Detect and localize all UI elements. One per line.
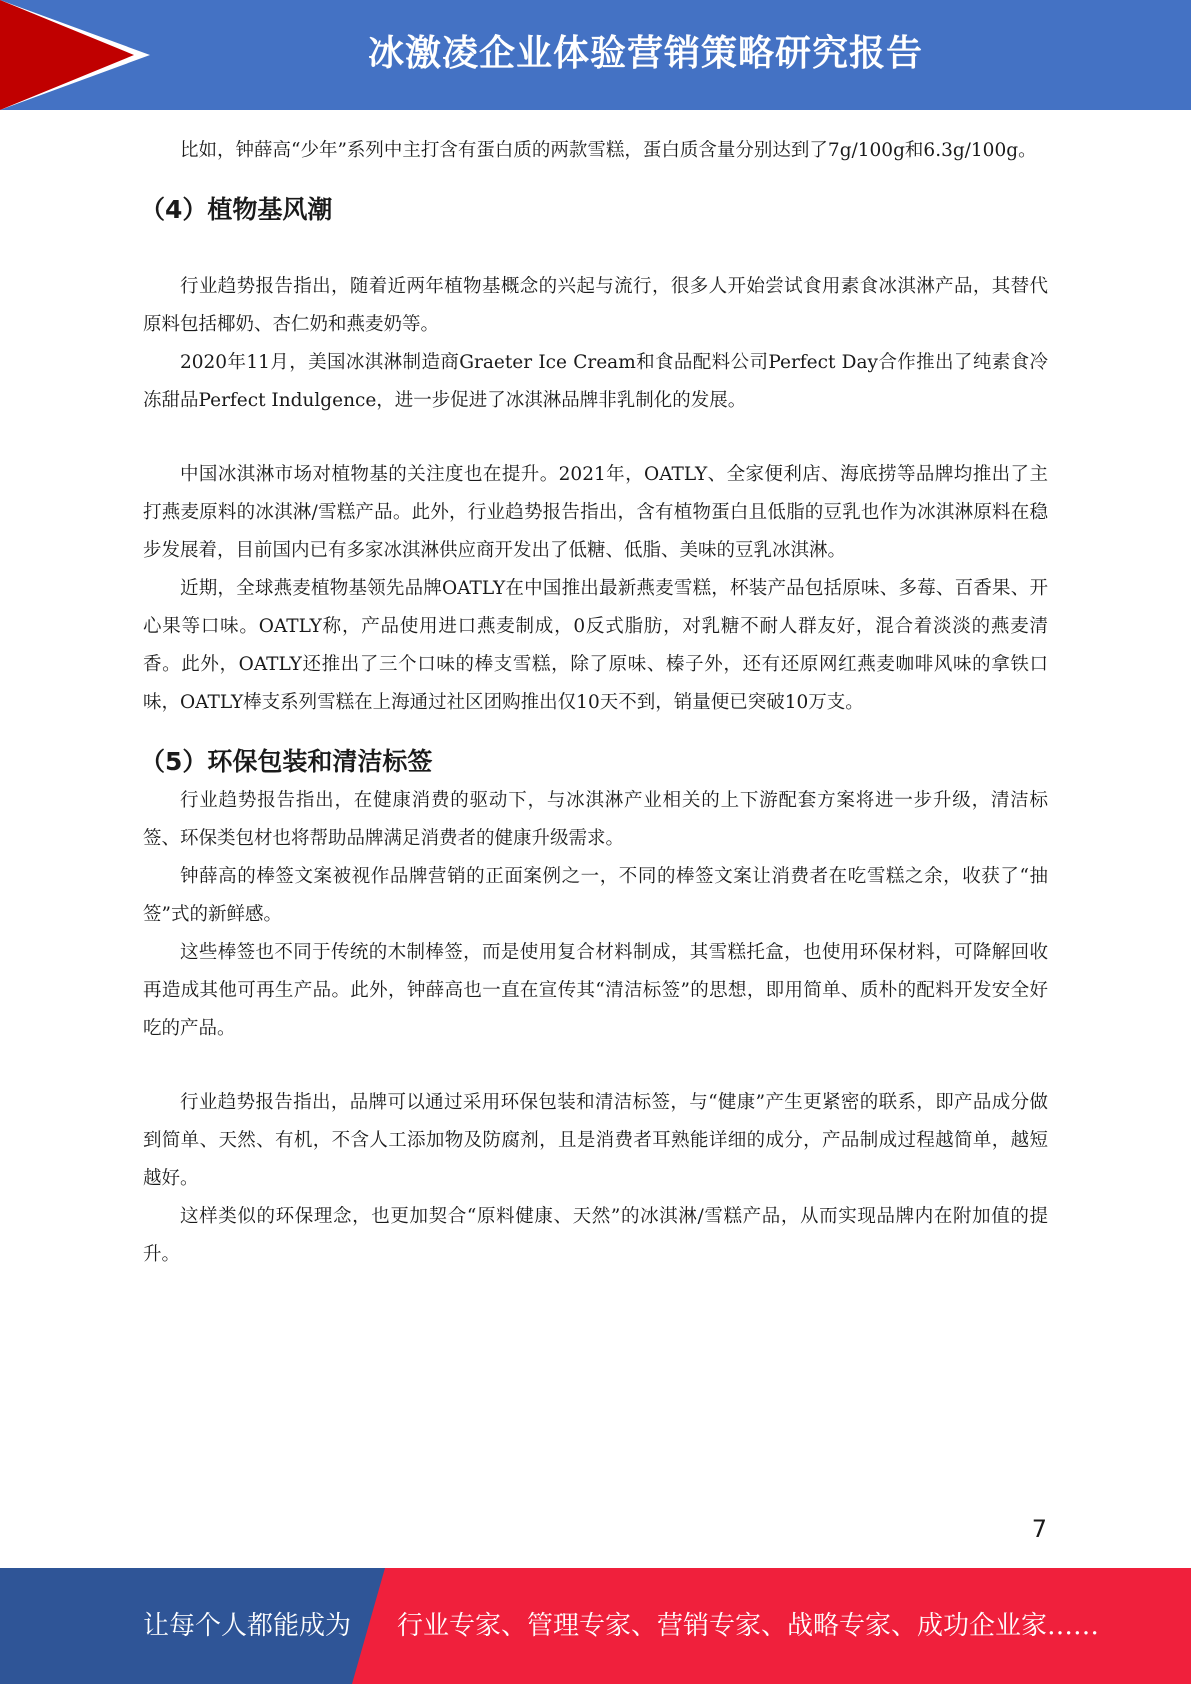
- page-number: 7: [1031, 1515, 1047, 1543]
- footer-slogan-right: 行业专家、管理专家、营销专家、战略专家、成功企业家……: [397, 1611, 1100, 1641]
- report-title: 冰激凌企业体验营销策略研究报告: [367, 33, 923, 74]
- page-body: [140, 132, 1048, 1274]
- paragraph-5-2: 钟薛高的棒签文案被视作品牌营销的正面案例之一，不同的棒签文案让消费者在吃雪糕之余，收获了“抽签”式的新鲜感。: [143, 866, 1048, 925]
- footer-slogan-left: 让每个人都能成为: [143, 1611, 352, 1641]
- paragraph-4-4: 近期，全球燕麦植物基领先品牌OATLY在中国推出最新燕麦雪糕，杯装产品包括原味、多莓、百香果、开心果等口味。OATLY称，产品使用进口燕麦制成，0反式脂肪，对乳糖不耐人群友好，混合着淡淡的燕麦清香。此外，OATLY还推出了三个口味的棒支雪糕，除了原味、榛子外，还有还原网红燕麦咖啡风味的拿铁口味，OATLY棒支系列雪糕在上海通过社区团购推出仅10天不到，销量便已突破10万支。: [143, 578, 1048, 713]
- paragraph-5-1: 行业趋势报告指出，在健康消费的驱动下，与冰淇淋产业相关的上下游配套方案将进一步升级，清洁标签、环保类包材也将帮助品牌满足消费者的健康升级需求。: [143, 790, 1048, 849]
- paragraph-4-2: 2020年11月，美国冰淇淋制造商Graeter Ice Cream和食品配料公司Perfect Day合作推出了纯素食冷冻甜品Perfect Indulgence，进一步促进了冰淇淋品牌非乳制化的发展。: [143, 352, 1048, 411]
- paragraph-intro: 比如，钟薛高“少年”系列中主打含有蛋白质的两款雪糕，蛋白质含量分别达到了7g/100g和6.3g/100g。: [180, 140, 1037, 161]
- section-heading-4: （4）植物基风潮: [140, 195, 333, 224]
- paragraph-5-5: 这样类似的环保理念，也更加契合“原料健康、天然”的冰淇淋/雪糕产品，从而实现品牌内在附加值的提升。: [143, 1206, 1048, 1265]
- page-header: [0, 0, 1191, 110]
- section-heading-5: （5）环保包装和清洁标签: [140, 747, 433, 776]
- page-footer: [0, 1568, 1191, 1684]
- paragraph-4-1: 行业趋势报告指出，随着近两年植物基概念的兴起与流行，很多人开始尝试食用素食冰淇淋产品，其替代原料包括椰奶、杏仁奶和燕麦奶等。: [143, 276, 1048, 335]
- paragraph-5-4: 行业趋势报告指出，品牌可以通过采用环保包装和清洁标签，与“健康”产生更紧密的联系，即产品成分做到简单、天然、有机，不含人工添加物及防腐剂，且是消费者耳熟能详细的成分，产品制成过程越简单，越短越好。: [143, 1092, 1048, 1189]
- paragraph-5-3: 这些棒签也不同于传统的木制棒签，而是使用复合材料制成，其雪糕托盒，也使用环保材料，可降解回收再造成其他可再生产品。此外，钟薛高也一直在宣传其“清洁标签”的思想，即用简单、质朴的配料开发安全好吃的产品。: [143, 942, 1048, 1039]
- paragraph-4-3: 中国冰淇淋市场对植物基的关注度也在提升。2021年，OATLY、全家便利店、海底捞等品牌均推出了主打燕麦原料的冰淇淋/雪糕产品。此外，行业趋势报告指出，含有植物蛋白且低脂的豆乳也作为冰淇淋原料在稳步发展着，目前国内已有多家冰淇淋供应商开发出了低糖、低脂、美味的豆乳冰淇淋。: [143, 464, 1048, 561]
